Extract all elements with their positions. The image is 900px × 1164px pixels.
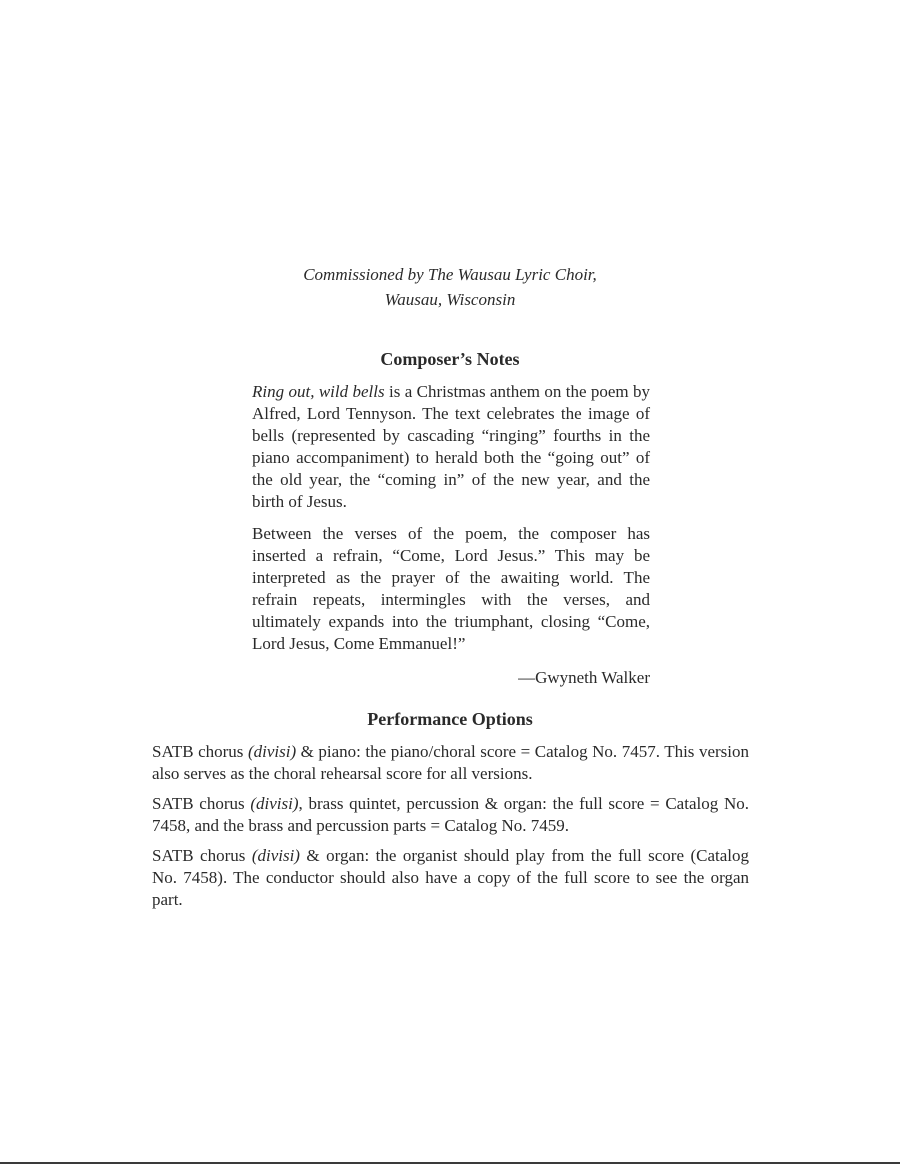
performance-option-1 — [152, 741, 749, 785]
option-3-divisi: (divisi) — [251, 846, 300, 865]
notes-paragraph-2: Between the verses of the poem, the composer has inserted a refrain, “Come, Lord Jesus.” This may be interpreted as the prayer of the awaiting world. The refrain repeats, intermingles with the verses, and ultimately expands into the triumphant, closing “Come, Lord Jesus, Come Emmanuel!” — [252, 524, 650, 653]
composers-notes-heading: Composer’s Notes — [380, 349, 520, 369]
option-2-prefix: SATB chorus — [152, 794, 251, 813]
composer-signature: —Gwyneth Walker — [518, 668, 650, 687]
option-2-divisi: (divisi) — [250, 794, 299, 813]
option-3-text: & organ: the organist should play from the full score (Catalog No. 7458). The conductor should also have a copy of the full score to see the organ part. — [152, 846, 749, 909]
option-1-prefix: SATB chorus — [152, 742, 248, 761]
option-1-divisi: (divisi) — [247, 742, 297, 761]
composers-notes-body — [252, 381, 650, 699]
performance-option-3 — [152, 845, 749, 911]
performance-option-2 — [152, 793, 749, 837]
notes-paragraph-1 — [252, 381, 650, 513]
piece-title: Ring out, wild bells — [252, 382, 385, 401]
performance-options-heading: Performance Options — [367, 709, 533, 729]
commission-line-1: Commissioned by The Wausau Lyric Choir, — [303, 265, 597, 284]
commission-note — [0, 262, 900, 312]
option-2-text: , brass quintet, percussion & organ: the full score = Catalog No. 7458, and the brass and percussion parts = Catalog No. 7459. — [152, 794, 749, 835]
commission-line-2: Wausau, Wisconsin — [384, 290, 516, 309]
option-3-prefix: SATB chorus — [152, 846, 252, 865]
option-1-text: & piano: the piano/choral score = Catalog No. 7457. This version also serves as the choral rehearsal score for all versions. — [152, 742, 749, 783]
notes-paragraph-1-text: is a Christmas anthem on the poem by Alfred, Lord Tennyson. The text celebrates the image of bells (represented by cascading “ringing” fourths in the piano accompaniment) to herald both the “going out” of the old year, the “coming in” of the new year, and the birth of Jesus. — [252, 382, 651, 511]
performance-options-body — [152, 741, 749, 919]
